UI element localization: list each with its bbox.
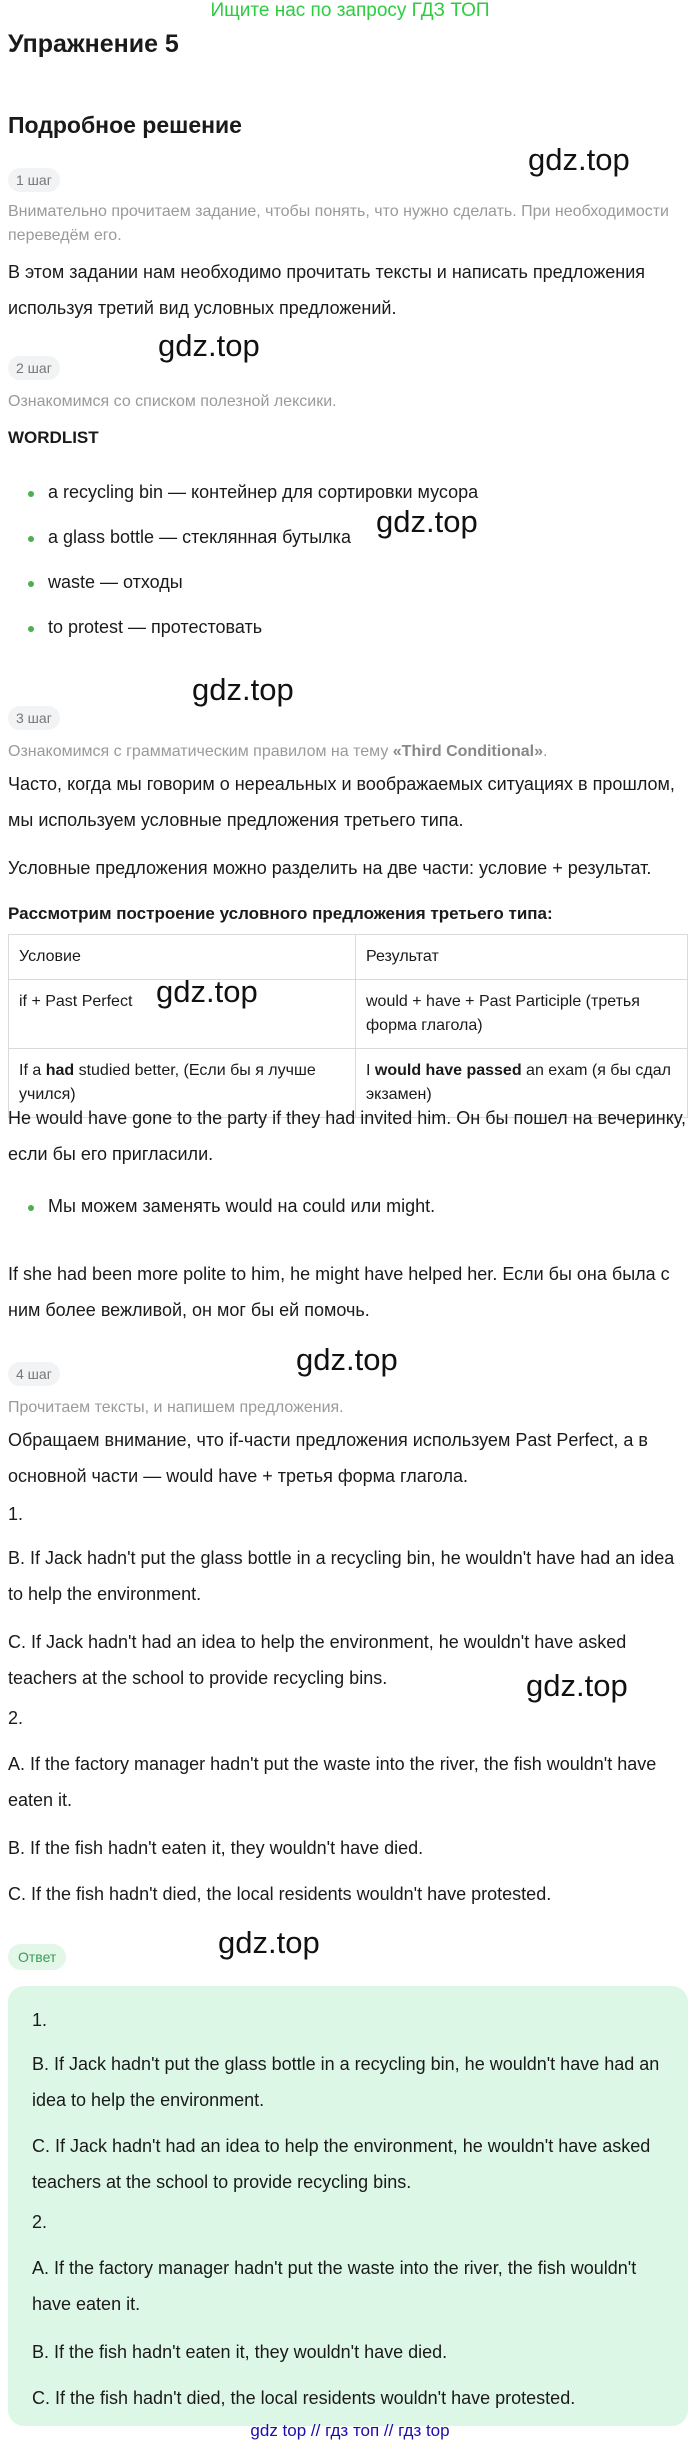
table-cell: would + have + Past Participle (третья форма глагола) bbox=[356, 980, 688, 1049]
example-paragraph: He would have gone to the party if they had invited him. Он бы пошел на вечеринку, если бы его пригласили. bbox=[8, 1108, 686, 1164]
watermark: gdz.top bbox=[218, 1925, 320, 1960]
step-hint: Внимательно прочитаем задание, чтобы понять, что нужно сделать. При необходимости переведём его. bbox=[8, 203, 669, 244]
answer-sentence: C. If Jack hadn't had an idea to help the environment, he wouldn't have asked teachers at the school to provide recycling bins. bbox=[32, 2136, 651, 2192]
answer-sentence: B. If Jack hadn't put the glass bottle in a recycling bin, he wouldn't have had an idea to help the environment. bbox=[32, 2054, 660, 2110]
solution-sentence: B. If the fish hadn't eaten it, they wouldn't have died. bbox=[8, 1838, 424, 1858]
step-badge: 3 шаг bbox=[8, 706, 60, 730]
rule-bullet: Мы можем заменять would на could или might. bbox=[48, 1196, 436, 1216]
cell-bold: would have passed bbox=[374, 1062, 522, 1079]
bullet-icon bbox=[28, 536, 34, 542]
answer-sentence: C. If the fish hadn't died, the local residents wouldn't have protested. bbox=[32, 2388, 576, 2408]
example-paragraph: If she had been more polite to him, he might have helped her. Если бы она была с ним более вежливой, он мог бы ей помочь. bbox=[8, 1264, 670, 1320]
step-text: В этом задании нам необходимо прочитать тексты и написать предложения используя третий вид условных предложений. bbox=[8, 262, 646, 318]
wordlist-item: a glass bottle — стеклянная бутылка bbox=[48, 527, 351, 547]
step-hint: Ознакомимся со списком полезной лексики. bbox=[8, 393, 337, 410]
step-hint: Прочитаем тексты, и напишем предложения. bbox=[8, 1399, 344, 1416]
bullet-icon bbox=[28, 581, 34, 587]
watermark: gdz.top bbox=[376, 504, 478, 539]
table-row bbox=[9, 980, 688, 1049]
cell-bold: had bbox=[45, 1062, 75, 1079]
table-header-cell: Условие bbox=[9, 935, 356, 980]
solution-number: 2. bbox=[8, 1708, 24, 1728]
step-badge: 4 шаг bbox=[8, 1362, 60, 1386]
solution-sentence: C. If Jack hadn't had an idea to help the environment, he wouldn't have asked teachers at the school to provide recycling bins. bbox=[8, 1632, 627, 1688]
step-badge: 1 шаг bbox=[8, 168, 60, 192]
table-cell: if + Past Perfect bbox=[9, 980, 356, 1049]
wordlist-title: WORDLIST bbox=[8, 428, 99, 447]
watermark: gdz.top bbox=[192, 672, 294, 707]
hint-topic: «Third Conditional» bbox=[392, 743, 543, 760]
answer-number: 1. bbox=[32, 2010, 48, 2030]
solution-sentence: B. If Jack hadn't put the glass bottle in a recycling bin, he wouldn't have had an idea to help the environment. bbox=[8, 1548, 675, 1604]
hint-text: Ознакомимся с грамматическим правилом на тему bbox=[8, 743, 393, 760]
solution-number: 1. bbox=[8, 1504, 24, 1524]
solution-sentence: A. If the factory manager hadn't put the waste into the river, the fish wouldn't have eaten it. bbox=[8, 1754, 657, 1810]
promo-banner[interactable]: Ищите нас по запросу ГДЗ ТОП bbox=[210, 0, 490, 21]
answer-badge: Ответ bbox=[8, 1944, 66, 1970]
watermark: gdz.top bbox=[296, 1342, 398, 1377]
section-title: Подробное решение bbox=[8, 112, 242, 138]
table-caption: Рассмотрим построение условного предложения третьего типа: bbox=[8, 904, 553, 923]
hint-text: . bbox=[542, 743, 548, 760]
watermark: gdz.top bbox=[156, 974, 258, 1009]
bullet-icon bbox=[28, 1205, 34, 1211]
bullet-icon bbox=[28, 491, 34, 497]
step-badge: 2 шаг bbox=[8, 356, 60, 380]
wordlist-item: to protest — протестовать bbox=[48, 617, 263, 637]
cell-text: I bbox=[366, 1062, 375, 1079]
step-hint bbox=[8, 740, 688, 764]
cell-text: If a bbox=[19, 1062, 46, 1079]
watermark: gdz.top bbox=[528, 142, 630, 177]
cell-text: studied better, (Если бы я лучше учился) bbox=[19, 1062, 316, 1103]
rule-paragraph: Условные предложения можно разделить на две части: условие + результат. bbox=[8, 858, 652, 878]
answer-sentence: B. If the fish hadn't eaten it, they wouldn't have died. bbox=[32, 2342, 448, 2362]
wordlist-item: a recycling bin — контейнер для сортировки мусора bbox=[48, 482, 479, 502]
table-header-cell: Результат bbox=[356, 935, 688, 980]
rule-paragraph: Часто, когда мы говорим о нереальных и воображаемых ситуациях в прошлом, мы используем условные предложения третьего типа. bbox=[8, 774, 675, 830]
footer-links[interactable]: gdz top // гдз топ // гдз top bbox=[250, 2421, 450, 2440]
table-row bbox=[9, 935, 688, 980]
page-title: Упражнение 5 bbox=[8, 30, 179, 58]
wordlist-item: waste — отходы bbox=[48, 572, 183, 592]
answer-sentence: A. If the factory manager hadn't put the waste into the river, the fish wouldn't have eaten it. bbox=[32, 2258, 637, 2314]
answer-number: 2. bbox=[32, 2212, 48, 2232]
cell-text: an exam (я бы сдал экзамен) bbox=[366, 1062, 671, 1103]
solution-paragraph: Обращаем внимание, что if-части предложения используем Past Perfect, а в основной части — would have + третья форма глагола. bbox=[8, 1430, 648, 1486]
watermark: gdz.top bbox=[526, 1668, 628, 1703]
watermark: gdz.top bbox=[158, 328, 260, 363]
solution-sentence: C. If the fish hadn't died, the local residents wouldn't have protested. bbox=[8, 1884, 552, 1904]
grammar-table bbox=[8, 934, 688, 1118]
bullet-icon bbox=[28, 626, 34, 632]
